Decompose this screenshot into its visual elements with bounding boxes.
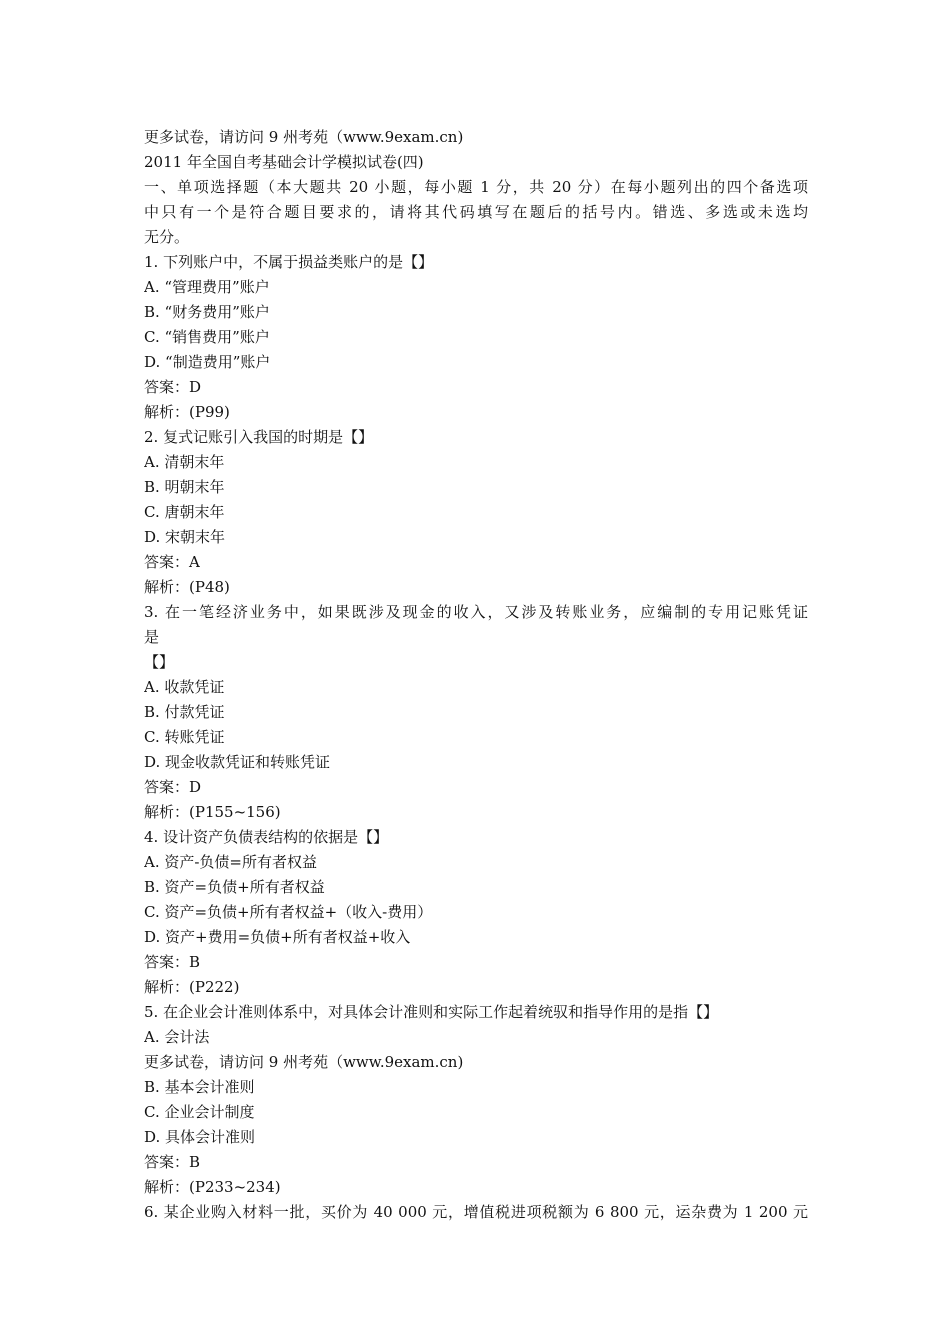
- option-c: C. 资产=负债+所有者权益+（收入-费用）: [144, 903, 433, 921]
- option-d: D. “制造费用”账户: [144, 353, 271, 371]
- option-d: D. 宋朝末年: [144, 528, 226, 546]
- option-c: C. 转账凭证: [144, 728, 225, 746]
- exam-title: 2011 年全国自考基础会计学模拟试卷(四): [144, 153, 424, 171]
- question-stem: 是: [144, 628, 160, 646]
- question-stem: 2. 复式记账引入我国的时期是【】: [144, 428, 374, 446]
- answer-bracket: 【】: [144, 653, 175, 671]
- section-instructions: 中只有一个是符合题目要求的，请将其代码填写在题后的括号内。错选、多选或未选均: [144, 203, 808, 221]
- option-c: C. 企业会计制度: [144, 1103, 255, 1121]
- question-stem: 6. 某企业购入材料一批，买价为 40 000 元，增值税进项税额为 6 800 元，运杂费为 1 200 元: [144, 1203, 808, 1221]
- option-a: A. 资产-负债=所有者权益: [144, 853, 318, 871]
- explanation: 解析：(P99): [144, 403, 230, 421]
- option-d: D. 现金收款凭证和转账凭证: [144, 753, 331, 771]
- explanation: 解析：(P155~156): [144, 803, 281, 821]
- explanation: 解析：(P48): [144, 578, 230, 596]
- option-c: C. 唐朝末年: [144, 503, 225, 521]
- question-stem: 4. 设计资产负债表结构的依据是【】: [144, 828, 389, 846]
- explanation: 解析：(P222): [144, 978, 240, 996]
- option-a: A. 清朝末年: [144, 453, 225, 471]
- section-instructions: 无分。: [144, 228, 190, 246]
- option-b: B. 资产=负债+所有者权益: [144, 878, 325, 896]
- option-a: A. “管理费用”账户: [144, 278, 270, 296]
- answer: 答案：A: [144, 553, 200, 571]
- question-stem: 3. 在一笔经济业务中，如果既涉及现金的收入，又涉及转账业务，应编制的专用记账凭证: [144, 603, 808, 621]
- answer: 答案：D: [144, 778, 202, 796]
- header-watermark-line: 更多试卷，请访问 9 州考苑（www.9exam.cn): [144, 128, 464, 146]
- option-b: B. 付款凭证: [144, 703, 225, 721]
- document-page: [144, 125, 808, 1225]
- option-d: D. 资产+费用=负债+所有者权益+收入: [144, 928, 411, 946]
- option-a: A. 会计法: [144, 1028, 210, 1046]
- option-b: B. “财务费用”账户: [144, 303, 270, 321]
- answer: 答案：B: [144, 953, 201, 971]
- section-instructions: 一、单项选择题（本大题共 20 小题，每小题 1 分，共 20 分）在每小题列出的四个备选项: [144, 178, 808, 196]
- option-c: C. “销售费用”账户: [144, 328, 270, 346]
- option-d: D. 具体会计准则: [144, 1128, 256, 1146]
- question-stem: 5. 在企业会计准则体系中，对具体会计准则和实际工作起着统驭和指导作用的是指【】: [144, 1003, 719, 1021]
- explanation: 解析：(P233~234): [144, 1178, 281, 1196]
- answer: 答案：D: [144, 378, 202, 396]
- option-b: B. 明朝末年: [144, 478, 225, 496]
- header-watermark-line: 更多试卷，请访问 9 州考苑（www.9exam.cn): [144, 1053, 464, 1071]
- option-a: A. 收款凭证: [144, 678, 225, 696]
- option-b: B. 基本会计准则: [144, 1078, 255, 1096]
- question-stem: 1. 下列账户中，不属于损益类账户的是【】: [144, 253, 434, 271]
- answer: 答案：B: [144, 1153, 201, 1171]
